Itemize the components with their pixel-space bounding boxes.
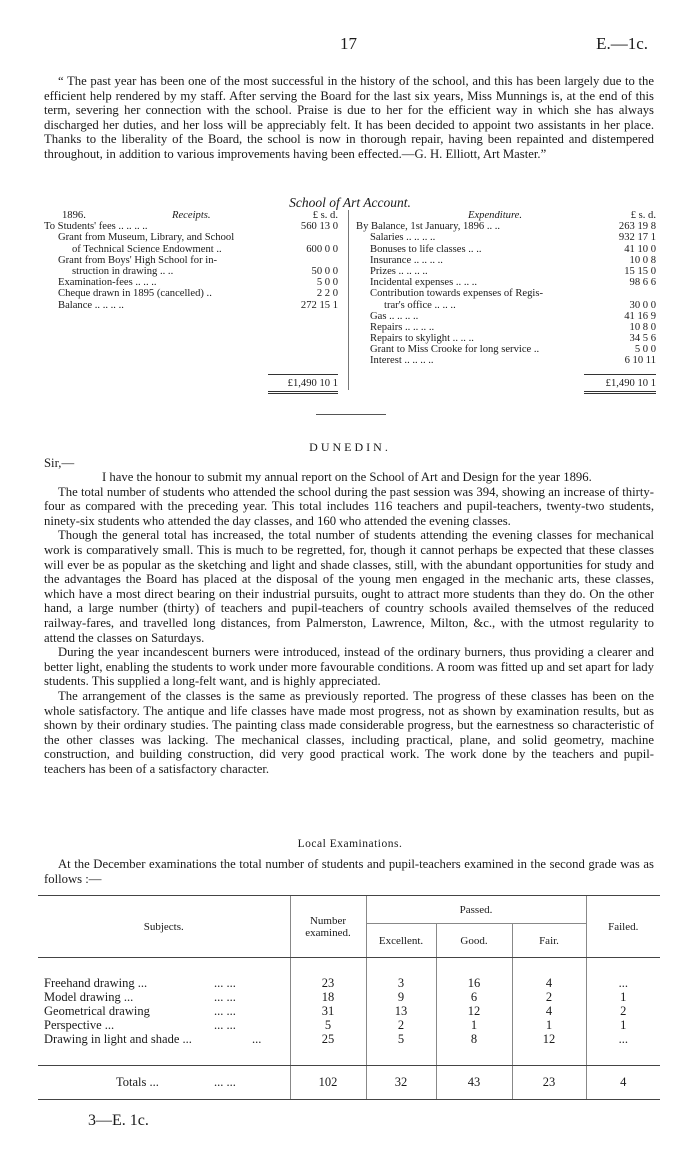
failed-cell: ...: [586, 976, 660, 990]
expenditure-row: [356, 232, 656, 243]
good-cell: 1: [436, 1018, 512, 1032]
excellent-cell: 2: [366, 1018, 436, 1032]
expenditure-amount: 30 0 0: [629, 299, 656, 311]
receipts-heading: Receipts.: [172, 210, 211, 221]
failed-header: Failed.: [586, 896, 660, 958]
subject-leader-dots: ... ...: [214, 1003, 236, 1018]
subject-name: Perspective ...: [44, 1017, 115, 1032]
subject-cell: [38, 1018, 290, 1032]
subject-leader-dots: ... ...: [214, 975, 236, 990]
expenditure-label: Insurance .. .. .. ..: [370, 254, 443, 266]
table-spacer-row: [38, 1046, 660, 1066]
expenditure-label: Contribution towards expenses of Regis-: [370, 288, 544, 300]
section-separator: [316, 414, 386, 415]
document-reference: E.—1c.: [596, 34, 648, 53]
total-excellent: 32: [366, 1066, 436, 1100]
local-examinations-intro-block: [44, 857, 654, 886]
receipt-amount: 50 0 0: [311, 265, 338, 277]
subject-name: Model drawing ...: [44, 989, 134, 1004]
report-paragraph: The total number of students who attended the school during the past session was 394, showing an increase of thirty-four as compared with the preceding year. This total includes 116 teachers and pupil-teachers, twenty-two students, ninety-six students who attended the day classes, and 160 who attended the evening classes.: [44, 484, 654, 528]
expenditure-total: £1,490 10 1: [605, 378, 656, 389]
examined-cell: 31: [290, 1004, 366, 1018]
expenditure-label: trar's office .. .. ..: [384, 299, 456, 311]
failed-cell: 2: [586, 1004, 660, 1018]
table-row: [38, 1032, 660, 1046]
failed-cell: ...: [586, 1032, 660, 1046]
expenditure-row: [356, 300, 656, 311]
expenditure-row: [356, 322, 656, 333]
table-row: [38, 976, 660, 990]
table-header-row: [38, 896, 660, 924]
number-examined-header: Number examined.: [290, 896, 366, 958]
expenditure-label: Grant to Miss Crooke for long service ..: [370, 344, 540, 356]
receipts-total-double-rule: [268, 391, 338, 394]
subjects-header: Subjects.: [38, 896, 290, 958]
receipt-label: struction in drawing .. ..: [72, 265, 174, 277]
excellent-cell: 9: [366, 990, 436, 1004]
receipt-row: [44, 255, 338, 266]
expenditure-amount: 10 8 0: [629, 321, 656, 333]
examined-cell: 25: [290, 1032, 366, 1046]
expenditure-label: Repairs to skylight .. .. ..: [370, 333, 474, 345]
expenditure-amount: 15 15 0: [624, 265, 656, 277]
failed-cell: 1: [586, 990, 660, 1004]
expenditure-amount: 263 19 8: [618, 221, 656, 233]
fair-cell: 1: [512, 1018, 586, 1032]
expenditure-total-rule: [584, 374, 656, 375]
expenditure-label: Interest .. .. .. ..: [370, 355, 434, 367]
receipt-row: [44, 221, 338, 232]
table-row: [38, 1004, 660, 1018]
passed-header: Passed.: [366, 896, 586, 924]
expenditure-amount: 932 17 1: [618, 232, 656, 244]
expenditure-row: [356, 244, 656, 255]
totals-leader-dots: ... ...: [214, 1075, 236, 1089]
fair-cell: 4: [512, 1004, 586, 1018]
receipt-amount: 5 0 0: [316, 277, 338, 289]
expenditure-row: [356, 333, 656, 344]
dunedin-report: [44, 470, 654, 776]
expenditure-label: Salaries .. .. .. ..: [370, 232, 436, 244]
receipt-row: [44, 277, 338, 288]
total-good: 43: [436, 1066, 512, 1100]
expenditure-amount: 41 10 0: [624, 243, 656, 255]
expenditure-amount: 98 6 6: [629, 277, 656, 289]
expenditure-total-row: [356, 378, 656, 389]
expenditure-amount: 6 10 11: [624, 355, 656, 367]
table-row: [38, 990, 660, 1004]
table-row: [38, 1018, 660, 1032]
expenditure-row: [356, 311, 656, 322]
expenditure-row: [356, 221, 656, 232]
receipt-amount: 2 2 0: [316, 288, 338, 300]
expenditure-heading: Expenditure.: [468, 210, 523, 221]
expenditure-row: [356, 288, 656, 299]
subject-leader-dots: ... ...: [214, 989, 236, 1004]
account-statement: [44, 210, 656, 402]
excellent-cell: 3: [366, 976, 436, 990]
receipts-heading-row: [44, 210, 338, 221]
page-number: 17: [340, 34, 357, 53]
expenditure-label: Incidental expenses .. .. ..: [370, 277, 478, 289]
expenditure-amount: 5 0 0: [634, 344, 656, 356]
intro-paragraph: “ The past year has been one of the most successful in the history of the school, and this has been largely due to the efficient help rendered by my staff. After serving the Board for the last six years, Miss Munnings is, at the end of this term, severing her connection with the school. Praise is due to her for the efficient way in which she has always discharged her duties, and her loss will be appreciably felt. It has been decided to appoint two assistants in her place. Thanks to the liberality of the Board, the school is now in thorough repair, having been repainted and distempered throughout, in addition to various improvements having been effected.—G. H. Elliott, Art Master.”: [44, 74, 654, 161]
page-signature: 3—E. 1c.: [88, 1112, 149, 1129]
good-header: Good.: [436, 924, 512, 958]
expenditure-label: Gas .. .. .. ..: [370, 310, 419, 322]
receipt-row: [44, 266, 338, 277]
report-paragraph: The arrangement of the classes is the same as previously reported. The progress of these classes has been on the whole satisfactory. The antique and life classes have made most progress, not as shown by examination results, but as shown by their ordinary studies. The painting class made considerable progress, but the earnestness so characteristic of the other classes was lacking. The mechanical classes, including practical, plane, and solid geometry, machine construction, and building construction, did very good practical work. The work done by the teachers and pupil-teachers has been of a satisfactory character.: [44, 688, 654, 776]
subject-cell: [38, 1032, 290, 1046]
receipt-row: [44, 244, 338, 255]
fair-cell: 4: [512, 976, 586, 990]
excellent-cell: 5: [366, 1032, 436, 1046]
receipt-amount: 560 13 0: [300, 221, 338, 233]
subject-name: Freehand drawing ...: [44, 975, 148, 990]
excellent-cell: 13: [366, 1004, 436, 1018]
fair-cell: 2: [512, 990, 586, 1004]
receipt-label: Balance .. .. .. ..: [58, 299, 124, 311]
receipt-amount: 272 15 1: [300, 299, 338, 311]
dunedin-heading: DUNEDIN.: [309, 440, 391, 454]
expenditure-amount: 34 5 6: [629, 333, 656, 345]
examined-cell: 18: [290, 990, 366, 1004]
expenditure-row: [356, 344, 656, 355]
subject-cell: [38, 990, 290, 1004]
receipt-row: [44, 288, 338, 299]
expenditure-label: By Balance, 1st January, 1896 .. ..: [356, 221, 501, 233]
totals-row: [38, 1066, 660, 1100]
total-failed: 4: [586, 1066, 660, 1100]
receipts-total: £1,490 10 1: [287, 378, 338, 389]
report-paragraph: During the year incandescent burners were introduced, instead of the ordinary burners, thus providing a clearer and better light, enabling the students to work under more favourable conditions. A room was fitted up and set apart for lady students. This supplied a long-felt want, and is highly appreciated.: [44, 645, 654, 689]
examination-results-table: [38, 895, 660, 1100]
total-fair: 23: [512, 1066, 586, 1100]
totals-label-cell: [38, 1066, 290, 1100]
subject-cell: [38, 976, 290, 990]
excellent-header: Excellent.: [366, 924, 436, 958]
receipt-label: Grant from Boys' High School for in-: [58, 254, 218, 266]
receipt-label: Cheque drawn in 1895 (cancelled) ..: [58, 288, 212, 300]
salutation: Sir,—: [44, 456, 75, 470]
expenditure-heading-row: [356, 210, 656, 221]
receipts-total-row: [44, 378, 338, 389]
examined-cell: 5: [290, 1018, 366, 1032]
expenditure-amount: 41 16 9: [624, 310, 656, 322]
good-cell: 12: [436, 1004, 512, 1018]
total-examined: 102: [290, 1066, 366, 1100]
expenditure-label: Bonuses to life classes .. ..: [370, 243, 482, 255]
expenditure-row: [356, 277, 656, 288]
table-spacer-row: [38, 958, 660, 976]
receipt-label: of Technical Science Endowment ..: [72, 243, 222, 255]
subject-name: Drawing in light and shade ...: [44, 1031, 192, 1046]
totals-label: Totals ...: [116, 1075, 159, 1089]
examined-cell: 23: [290, 976, 366, 990]
intro-block: [44, 74, 654, 162]
expenditure-label: Prizes .. .. .. ..: [370, 265, 428, 277]
account-divider: [348, 210, 349, 390]
failed-cell: 1: [586, 1018, 660, 1032]
expenditure-currency: £ s. d.: [630, 210, 656, 221]
expenditure-amount: 10 0 8: [629, 254, 656, 266]
page-header: [0, 34, 700, 58]
receipt-row: [44, 232, 338, 243]
receipts-currency: £ s. d.: [312, 210, 338, 221]
local-examinations-intro: At the December examinations the total number of students and pupil-teachers examined in the second grade was as follows :—: [44, 857, 654, 886]
receipt-amount: 600 0 0: [306, 243, 338, 255]
receipts-total-rule: [268, 374, 338, 375]
subject-leader-dots: ...: [252, 1031, 262, 1046]
local-examinations-heading: Local Examinations.: [297, 838, 403, 850]
receipt-label: Grant from Museum, Library, and School: [58, 232, 235, 244]
fair-cell: 12: [512, 1032, 586, 1046]
receipts-year: 1896.: [62, 210, 86, 221]
receipt-label: Examination-fees .. .. ..: [58, 277, 157, 289]
receipts-column: [44, 210, 338, 389]
subject-name: Geometrical drawing: [44, 1003, 150, 1018]
good-cell: 6: [436, 990, 512, 1004]
report-paragraph: Though the general total has increased, the total number of students attending the evening classes for mechanical work is comparatively small. This is much to be regretted, for, though it cannot perhaps be expected that these classes will ever be as popular as the sketching and light and shade classes, still, with the abundant opportunities for study and the advantages the Board has placed at the disposal of the young men engaged in the mechanic arts, these classes, which have a most direct bearing on their industrial pursuits, ought to attract more students than they do. On the other hand, a large number (thirty) of teachers and pupil-teachers of country schools availed themselves of the reduced railway-fares, and travelled long distances, from Palmerston, Lawrence, Milton, &c., with the utmost regularity to attend the classes on Saturdays.: [44, 528, 654, 645]
report-paragraph: I have the honour to submit my annual report on the School of Art and Design for the year 1896.: [102, 470, 592, 484]
expenditure-total-double-rule: [584, 391, 656, 394]
receipt-row: [44, 300, 338, 311]
receipt-label: To Students' fees .. .. .. ..: [44, 221, 148, 233]
expenditure-row: [356, 355, 656, 366]
good-cell: 16: [436, 976, 512, 990]
account-title: School of Art Account.: [289, 195, 411, 210]
good-cell: 8: [436, 1032, 512, 1046]
subject-cell: [38, 1004, 290, 1018]
subject-leader-dots: ... ...: [214, 1017, 236, 1032]
expenditure-row: [356, 255, 656, 266]
expenditure-row: [356, 266, 656, 277]
fair-header: Fair.: [512, 924, 586, 958]
expenditure-column: [356, 210, 656, 389]
expenditure-label: Repairs .. .. .. ..: [370, 321, 435, 333]
